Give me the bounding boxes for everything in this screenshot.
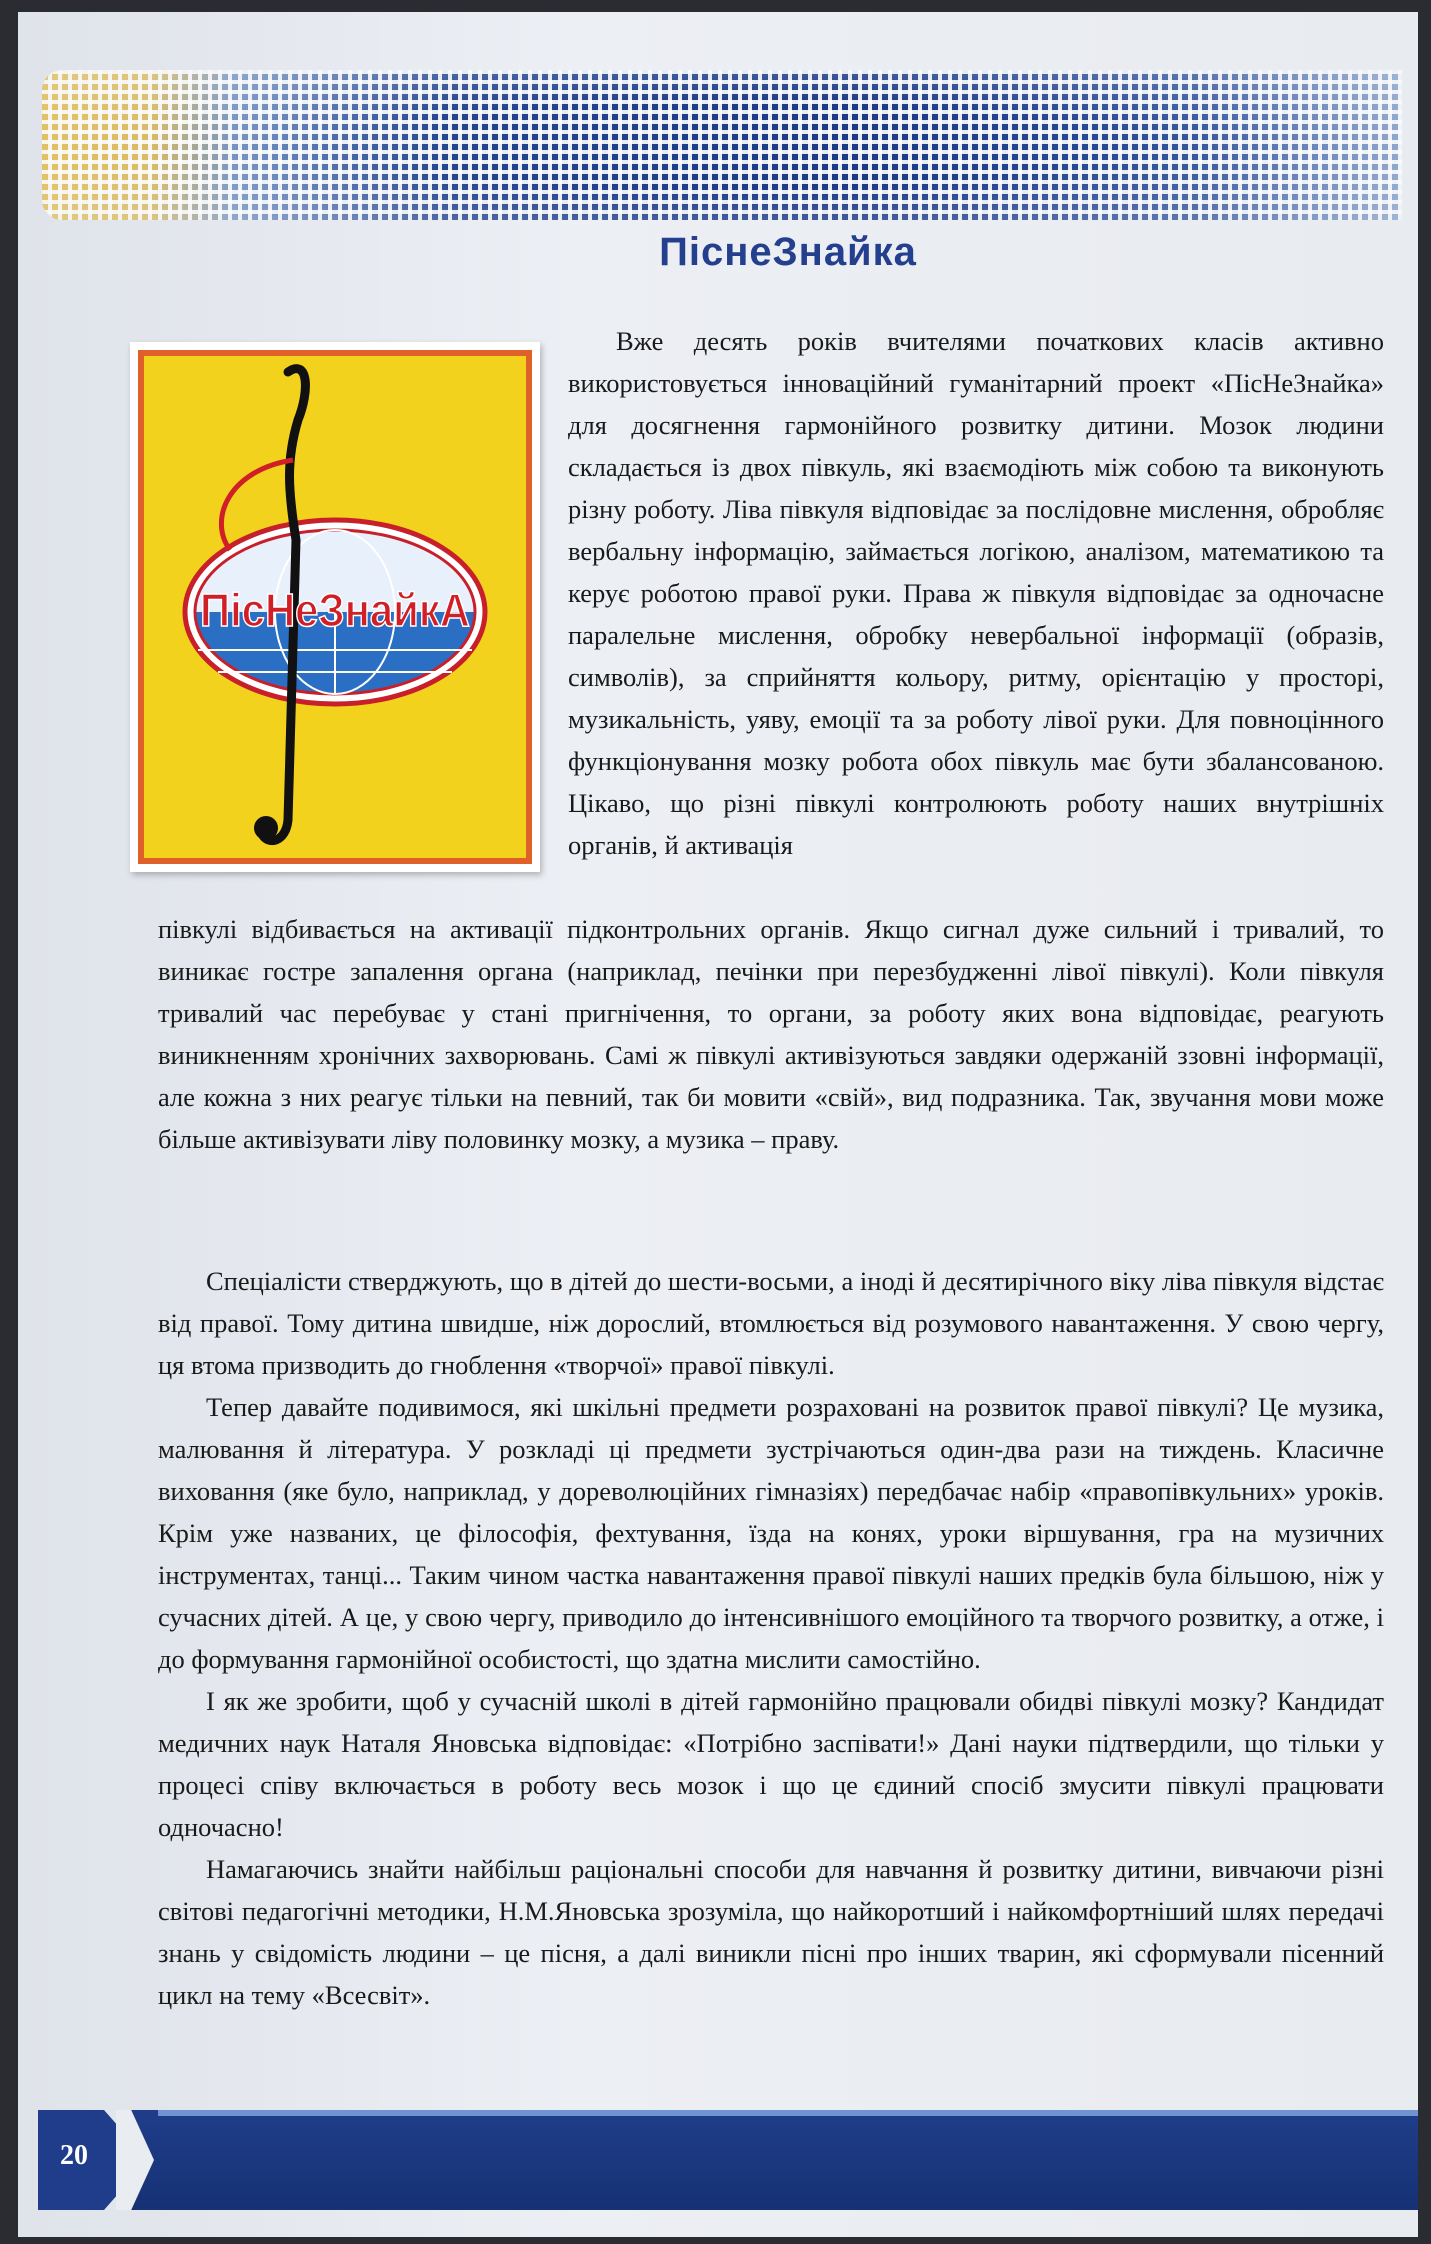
article-intro: [568, 320, 1384, 866]
page-number: 20: [60, 2140, 88, 2171]
paragraph: півкулі відбивається на активації підконтрольних органів. Якщо сигнал дуже сильний і тривалий, то виникає гостре запалення органа (наприклад, печінки при перезбудженні лівої півкулі). Коли півкуля тривалий час перебуває у стані пригнічення, то органи, за роботу яких вона відповідає, реагують виникненням хронічних захворювань. Самі ж півкулі активізуються завдяки одержаній ззовні інформації, але кожна з них реагує тільки на певний, так би мовити «свій», вид подразника. Так, звучання мови може більше активізувати ліву половинку мозку, а музика – праву.: [158, 914, 1384, 1154]
paragraph: Вже десять років вчителями початкових класів активно використовується інноваційний гуманітарний проект «ПісНеЗнайка» для досягнення гармонійного розвитку дитини. Мозок людини складається із двох півкуль, які взаємодіють між собою та виконують різну роботу. Ліва півкуля відповідає за послідовне мислення, обробляє вербальну інформацію, займається логікою, аналізом, математикою та керує роботою правої руки. Права ж півкуля відповідає за одночасне паралельне мислення, обробку невербальної інформації (образів, символів), за сприйняття кольору, ритму, орієнтацію у просторі, музикальність, уяву, емоції та за роботу лівої руки. Для повноцінного функціонування мозку робота обох півкуль має бути збалансованою. Цікаво, що різні півкулі контролюють роботу наших внутрішніх органів, й активація: [568, 326, 1384, 860]
logo-text: ПісНеЗнайкА: [200, 584, 470, 636]
footer-stripe: [158, 2110, 1418, 2116]
paragraph: І як же зробити, щоб у сучасній школі в дітей гармонійно працювали обидві півкулі мозку? Кандидат медичних наук Наталя Яновська відповідає: «Потрібно заспівати!» Дані науки підтвердили, що тільки у процесі співу включається в роботу весь мозок і що це єдиний спосіб змусити півкулі працювати одночасно!: [158, 1686, 1384, 1842]
logo-image: [130, 342, 540, 872]
pisneznaika-logo: [138, 350, 532, 864]
article-body: [158, 1260, 1384, 2016]
footer-bar: [118, 2110, 1418, 2210]
article-intro-continued: [158, 908, 1384, 1160]
paragraph: Тепер давайте подивимося, які шкільні предмети розраховані на розвиток правої півкулі? Це музика, малювання й література. У розкладі ці предмети зустрічаються один-два рази на тиждень. Класичне виховання (яке було, наприклад, у дореволюційних гімназіях) передбачає набір «правопівкульних» уроків. Крім уже названих, це філософія, фехтування, їзда на конях, уроки віршування, гра на музичних інструментах, танці... Таким чином частка навантаження правої півкулі наших предків була більшою, ніж у сучасних дітей. А це, у свою чергу, приводило до інтенсивнішого емоційного та творчого розвитку, а отже, і до формування гармонійної особистості, що здатна мислити самостійно.: [158, 1392, 1384, 1674]
page-title: ПіснеЗнайка: [659, 230, 917, 274]
ornament-banner: [42, 70, 1402, 220]
book-page: [18, 12, 1418, 2237]
paragraph: Намагаючись знайти найбільш раціональні способи для навчання й розвитку дитини, вивчаючи різні світові педагогічні методики, Н.М.Яновська зрозуміла, що найкоротший і найкомфортніший шлях передачі знань у свідомість людини – це пісня, а далі виникли пісні про інших тварин, які сформували пісенний цикл на тему «Всесвіт».: [158, 1854, 1384, 2010]
paragraph: Спеціалісти стверджують, що в дітей до шести-восьми, а іноді й десятирічного віку ліва півкуля відстає від правої. Тому дитина швидше, ніж дорослий, втомлюється від розумового навантаження. У свою чергу, ця втома призводить до гноблення «творчої» правої півкулі.: [158, 1266, 1384, 1380]
